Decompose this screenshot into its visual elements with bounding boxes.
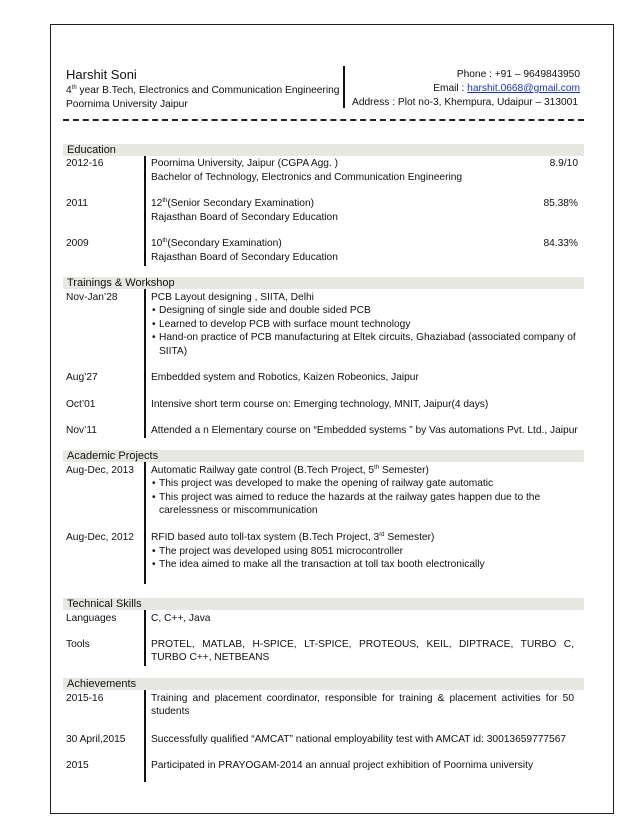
training-text: Attended a n Elementary course on “Embedded systems ” by Vas automations Pvt. Ltd., Jaipur <box>151 425 578 436</box>
degree-line: 4th year B.Tech, Electronics and Communication Engineering <box>66 85 340 96</box>
skill-label: Tools <box>66 639 90 650</box>
bullet-item: • This project was aimed to reduce the hazards at the railway gates happen due to the <box>159 491 540 504</box>
edu-year: 2011 <box>66 198 88 209</box>
section-education <box>63 144 584 156</box>
achievement-text: Participated in PRAYOGAM-2014 an annual project exhibition of Poornima university <box>151 760 534 771</box>
skill-text: PROTEL, MATLAB, H-SPICE, LT-SPICE, PROTEOUS, KEIL, DIPTRACE, TURBO C, TURBO C++, NETBEANS <box>151 639 574 663</box>
phone: Phone : +91 – 9649843950 <box>456 69 580 80</box>
edu-institution: Poornima University, Jaipur (CGPA Agg. ) <box>151 158 339 169</box>
edu-score: 84.33% <box>543 238 578 249</box>
edu-score: 85.38% <box>543 198 578 209</box>
section-rule <box>144 610 146 666</box>
section-rule <box>144 690 146 782</box>
achievement-text: Training and placement coordinator, responsible for training & placement activities for 50 students <box>151 693 574 717</box>
training-date: Aug’27 <box>66 372 98 383</box>
section-rule <box>144 289 146 438</box>
section-title: Academic Projects <box>67 450 159 462</box>
achievement-date: 2015-16 <box>66 693 104 704</box>
training-date: Nov-Jan’28 <box>66 292 118 303</box>
training-title: PCB Layout designing , SIITA, Delhi <box>151 292 314 303</box>
training-date: Nov’11 <box>66 425 97 436</box>
section-rule <box>144 156 146 266</box>
section-skills <box>63 598 584 610</box>
skill-text: C, C++, Java <box>151 613 211 624</box>
section-title: Achievements <box>67 678 137 690</box>
training-text: Intensive short term course on: Emerging technology, MNIT, Jaipur(4 days) <box>151 399 489 410</box>
section-title: Trainings & Workshop <box>67 277 175 289</box>
achievement-text: Successfully qualified “AMCAT” national employability test with AMCAT id: 30013659777567 <box>151 734 567 745</box>
candidate-name: Harshit Soni <box>66 67 137 82</box>
training-text: Embedded system and Robotics, Kaizen Robeonics, Jaipur <box>151 372 419 383</box>
bullet-item: • The project was developed using 8051 microcontroller <box>159 545 403 558</box>
section-projects <box>63 450 584 462</box>
header-divider <box>343 66 345 108</box>
university-line: Poornima University Jaipur <box>66 99 188 110</box>
project-title: Automatic Railway gate control (B.Tech Project, 5th Semester) <box>151 465 429 476</box>
edu-score: 8.9/10 <box>549 158 578 169</box>
section-title: Education <box>67 144 116 156</box>
bullet-item: • This project was developed to make the opening of railway gate automatic <box>159 477 493 490</box>
edu-year: 2009 <box>66 238 89 249</box>
section-rule <box>144 462 146 584</box>
email-line: Email : harshit.0668@gmail.com <box>433 83 580 94</box>
edu-exam: 12th(Senior Secondary Examination) <box>151 198 315 209</box>
address: Address : Plot no-3, Khempura, Udaipur – 313001 <box>352 97 578 108</box>
achievement-date: 2015 <box>66 760 89 771</box>
training-date: Oct’01 <box>66 399 96 410</box>
bullet-item: • Hand-on practice of PCB manufacturing at Eltek circuits, Ghaziabad (associated company of <box>159 331 576 344</box>
section-achievements <box>63 678 584 690</box>
section-trainings <box>63 277 584 289</box>
edu-board: Rajasthan Board of Secondary Education <box>151 212 338 223</box>
edu-exam: 10th(Secondary Examination) <box>151 238 282 249</box>
bullet-continuation: SIITA) <box>159 346 188 357</box>
bullet-item: • Designing of single side and double sided PCB <box>159 304 371 317</box>
edu-degree: Bachelor of Technology, Electronics and Communication Engineering <box>151 172 463 183</box>
edu-year: 2012-16 <box>66 158 104 169</box>
section-title: Technical Skills <box>67 598 142 610</box>
email-link[interactable]: harshit.0668@gmail.com <box>467 83 580 94</box>
project-date: Aug-Dec, 2013 <box>66 465 134 476</box>
bullet-continuation: carelessness or miscommunication <box>159 505 318 516</box>
header-separator <box>63 119 584 121</box>
bullet-item: • The idea aimed to make all the transaction at toll tax booth electronically <box>159 558 485 571</box>
skill-label: Languages <box>66 613 117 624</box>
project-date: Aug-Dec, 2012 <box>66 532 134 543</box>
bullet-item: • Learned to develop PCB with surface mount technology <box>159 318 410 331</box>
edu-board: Rajasthan Board of Secondary Education <box>151 252 338 263</box>
achievement-date: 30 April,2015 <box>66 734 126 745</box>
project-title: RFID based auto toll-tax system (B.Tech Project, 3rd Semester) <box>151 532 435 543</box>
